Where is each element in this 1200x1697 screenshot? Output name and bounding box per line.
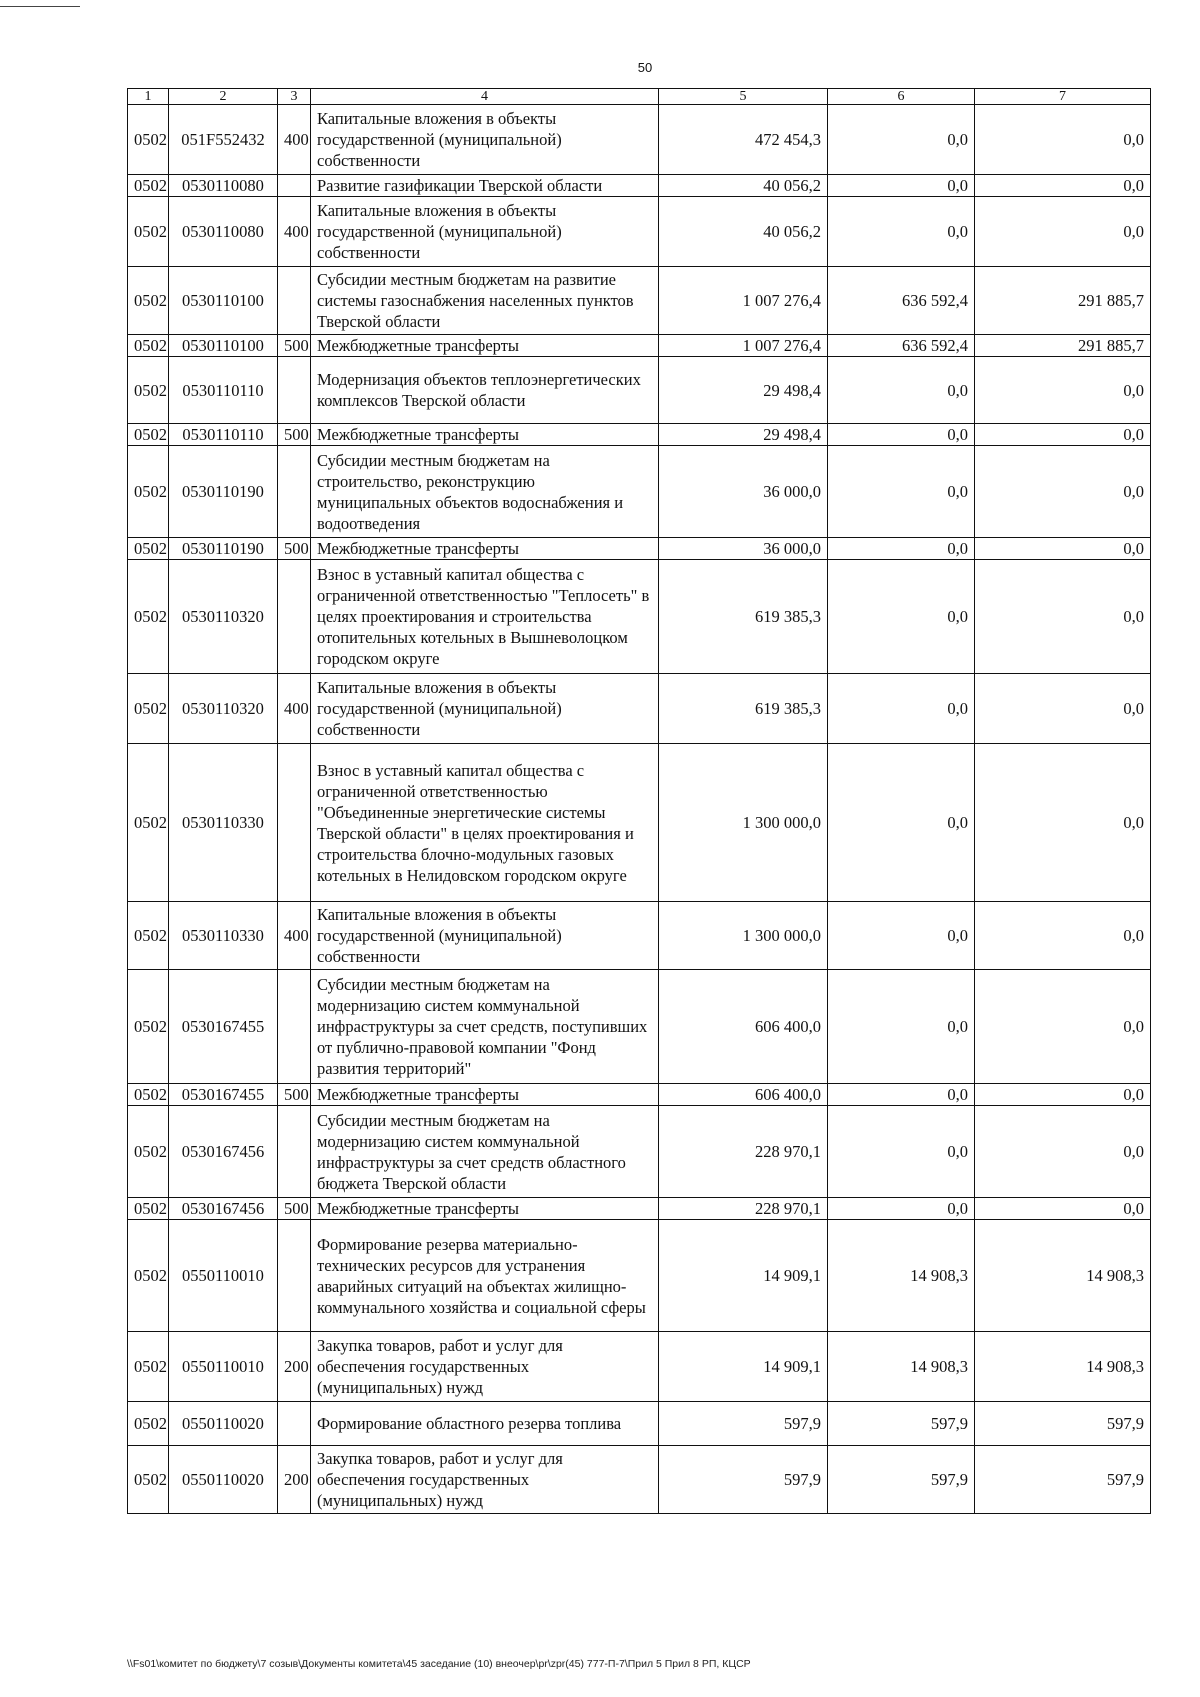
budget-table xyxy=(127,88,1151,1514)
section-code: 0502 xyxy=(128,446,169,538)
item-name: Субсидии местным бюджетам на модернизацию систем коммунальной инфраструктуры за счет средств, поступивших от публично-правовой компании "Фонд развития территорий" xyxy=(311,970,659,1084)
item-name: Закупка товаров, работ и услуг для обеспечения государственных (муниципальных) нужд xyxy=(311,1332,659,1402)
table-row xyxy=(128,1446,1151,1514)
amount-col6: 14 908,3 xyxy=(828,1332,975,1402)
amount-col7: 14 908,3 xyxy=(975,1220,1151,1332)
section-code: 0502 xyxy=(128,357,169,424)
amount-col5: 36 000,0 xyxy=(659,538,828,560)
table-row xyxy=(128,1198,1151,1220)
target-code: 0530167456 xyxy=(169,1106,278,1198)
section-code: 0502 xyxy=(128,335,169,357)
expense-type xyxy=(278,1106,311,1198)
item-name: Формирование резерва материально-технических ресурсов для устранения аварийных ситуаций на объектах жилищно-коммунального хозяйства и социальной сферы xyxy=(311,1220,659,1332)
amount-col7: 0,0 xyxy=(975,1106,1151,1198)
item-name: Взнос в уставный капитал общества с ограниченной ответственностью "Теплосеть" в целях проектирования и строительства отопительных котельных в Вышневолоцком городском округе xyxy=(311,560,659,674)
table-row xyxy=(128,1402,1151,1446)
amount-col5: 29 498,4 xyxy=(659,424,828,446)
amount-col7: 0,0 xyxy=(975,1084,1151,1106)
amount-col5: 36 000,0 xyxy=(659,446,828,538)
expense-type: 400 xyxy=(278,105,311,175)
amount-col5: 29 498,4 xyxy=(659,357,828,424)
expense-type xyxy=(278,446,311,538)
amount-col5: 597,9 xyxy=(659,1446,828,1514)
amount-col5: 228 970,1 xyxy=(659,1106,828,1198)
target-code: 0530110320 xyxy=(169,560,278,674)
expense-type: 500 xyxy=(278,1084,311,1106)
amount-col6: 14 908,3 xyxy=(828,1220,975,1332)
section-code: 0502 xyxy=(128,1106,169,1198)
item-name: Капитальные вложения в объекты государственной (муниципальной) собственности xyxy=(311,902,659,970)
section-code: 0502 xyxy=(128,1198,169,1220)
item-name: Межбюджетные трансферты xyxy=(311,335,659,357)
target-code: 0530110080 xyxy=(169,175,278,197)
target-code: 0530110190 xyxy=(169,446,278,538)
amount-col7: 0,0 xyxy=(975,538,1151,560)
section-code: 0502 xyxy=(128,1220,169,1332)
amount-col6: 0,0 xyxy=(828,538,975,560)
expense-type xyxy=(278,560,311,674)
amount-col5: 1 007 276,4 xyxy=(659,335,828,357)
item-name: Межбюджетные трансферты xyxy=(311,424,659,446)
amount-col6: 0,0 xyxy=(828,1084,975,1106)
amount-col5: 228 970,1 xyxy=(659,1198,828,1220)
target-code: 0530167455 xyxy=(169,970,278,1084)
item-name: Формирование областного резерва топлива xyxy=(311,1402,659,1446)
amount-col7: 597,9 xyxy=(975,1402,1151,1446)
section-code: 0502 xyxy=(128,674,169,744)
target-code: 0550110020 xyxy=(169,1446,278,1514)
section-code: 0502 xyxy=(128,1446,169,1514)
target-code: 0530110100 xyxy=(169,267,278,335)
section-code: 0502 xyxy=(128,744,169,902)
section-code: 0502 xyxy=(128,538,169,560)
amount-col6: 0,0 xyxy=(828,970,975,1084)
col-header: 4 xyxy=(311,89,659,105)
amount-col7: 0,0 xyxy=(975,970,1151,1084)
item-name: Капитальные вложения в объекты государственной (муниципальной) собственности xyxy=(311,197,659,267)
section-code: 0502 xyxy=(128,424,169,446)
table-row xyxy=(128,1220,1151,1332)
expense-type xyxy=(278,970,311,1084)
target-code: 0530167456 xyxy=(169,1198,278,1220)
target-code: 0550110020 xyxy=(169,1402,278,1446)
expense-type: 400 xyxy=(278,674,311,744)
page-number: 50 xyxy=(637,60,653,75)
amount-col6: 0,0 xyxy=(828,175,975,197)
amount-col6: 0,0 xyxy=(828,105,975,175)
expense-type: 200 xyxy=(278,1332,311,1402)
amount-col7: 0,0 xyxy=(975,446,1151,538)
amount-col6: 0,0 xyxy=(828,446,975,538)
section-code: 0502 xyxy=(128,105,169,175)
table-row xyxy=(128,446,1151,538)
col-header: 7 xyxy=(975,89,1151,105)
amount-col6: 0,0 xyxy=(828,424,975,446)
col-header: 1 xyxy=(128,89,169,105)
amount-col5: 1 007 276,4 xyxy=(659,267,828,335)
amount-col6: 597,9 xyxy=(828,1402,975,1446)
table-row xyxy=(128,357,1151,424)
section-code: 0502 xyxy=(128,1332,169,1402)
section-code: 0502 xyxy=(128,267,169,335)
item-name: Межбюджетные трансферты xyxy=(311,1084,659,1106)
amount-col5: 606 400,0 xyxy=(659,970,828,1084)
col-header: 3 xyxy=(278,89,311,105)
item-name: Развитие газификации Тверской области xyxy=(311,175,659,197)
top-rule xyxy=(0,6,80,7)
amount-col7: 597,9 xyxy=(975,1446,1151,1514)
table-row xyxy=(128,175,1151,197)
table-row xyxy=(128,1106,1151,1198)
target-code: 051F552432 xyxy=(169,105,278,175)
amount-col7: 0,0 xyxy=(975,902,1151,970)
amount-col5: 1 300 000,0 xyxy=(659,902,828,970)
section-code: 0502 xyxy=(128,560,169,674)
expense-type: 400 xyxy=(278,197,311,267)
amount-col6: 0,0 xyxy=(828,1198,975,1220)
table-row xyxy=(128,744,1151,902)
table-row xyxy=(128,902,1151,970)
table-row xyxy=(128,424,1151,446)
amount-col7: 0,0 xyxy=(975,197,1151,267)
amount-col7: 291 885,7 xyxy=(975,267,1151,335)
amount-col7: 0,0 xyxy=(975,560,1151,674)
target-code: 0530110320 xyxy=(169,674,278,744)
col-header: 6 xyxy=(828,89,975,105)
target-code: 0530110100 xyxy=(169,335,278,357)
amount-col6: 636 592,4 xyxy=(828,335,975,357)
expense-type: 200 xyxy=(278,1446,311,1514)
expense-type xyxy=(278,1402,311,1446)
amount-col7: 0,0 xyxy=(975,357,1151,424)
amount-col5: 619 385,3 xyxy=(659,674,828,744)
amount-col6: 597,9 xyxy=(828,1446,975,1514)
amount-col6: 0,0 xyxy=(828,357,975,424)
amount-col6: 0,0 xyxy=(828,1106,975,1198)
target-code: 0530110080 xyxy=(169,197,278,267)
amount-col6: 0,0 xyxy=(828,674,975,744)
section-code: 0502 xyxy=(128,902,169,970)
expense-type: 400 xyxy=(278,902,311,970)
target-code: 0550110010 xyxy=(169,1332,278,1402)
amount-col7: 14 908,3 xyxy=(975,1332,1151,1402)
amount-col5: 606 400,0 xyxy=(659,1084,828,1106)
target-code: 0550110010 xyxy=(169,1220,278,1332)
amount-col7: 0,0 xyxy=(975,424,1151,446)
expense-type: 500 xyxy=(278,538,311,560)
section-code: 0502 xyxy=(128,1402,169,1446)
expense-type: 500 xyxy=(278,335,311,357)
target-code: 0530167455 xyxy=(169,1084,278,1106)
item-name: Капитальные вложения в объекты государственной (муниципальной) собственности xyxy=(311,105,659,175)
amount-col6: 0,0 xyxy=(828,902,975,970)
amount-col7: 0,0 xyxy=(975,175,1151,197)
expense-type xyxy=(278,175,311,197)
col-header: 2 xyxy=(169,89,278,105)
amount-col7: 0,0 xyxy=(975,674,1151,744)
section-code: 0502 xyxy=(128,175,169,197)
amount-col5: 14 909,1 xyxy=(659,1332,828,1402)
table-row xyxy=(128,335,1151,357)
table-row xyxy=(128,267,1151,335)
amount-col5: 1 300 000,0 xyxy=(659,744,828,902)
header-row xyxy=(128,89,1151,105)
item-name: Межбюджетные трансферты xyxy=(311,538,659,560)
item-name: Субсидии местным бюджетам на модернизацию систем коммунальной инфраструктуры за счет средств областного бюджета Тверской области xyxy=(311,1106,659,1198)
amount-col5: 40 056,2 xyxy=(659,175,828,197)
target-code: 0530110190 xyxy=(169,538,278,560)
table-row xyxy=(128,538,1151,560)
target-code: 0530110110 xyxy=(169,424,278,446)
target-code: 0530110330 xyxy=(169,902,278,970)
amount-col5: 619 385,3 xyxy=(659,560,828,674)
expense-type xyxy=(278,1220,311,1332)
table-row xyxy=(128,970,1151,1084)
item-name: Закупка товаров, работ и услуг для обеспечения государственных (муниципальных) нужд xyxy=(311,1446,659,1514)
amount-col7: 0,0 xyxy=(975,1198,1151,1220)
amount-col7: 0,0 xyxy=(975,744,1151,902)
amount-col5: 14 909,1 xyxy=(659,1220,828,1332)
amount-col7: 0,0 xyxy=(975,105,1151,175)
section-code: 0502 xyxy=(128,1084,169,1106)
table-row xyxy=(128,560,1151,674)
item-name: Субсидии местным бюджетам на развитие системы газоснабжения населенных пунктов Тверской области xyxy=(311,267,659,335)
expense-type: 500 xyxy=(278,1198,311,1220)
section-code: 0502 xyxy=(128,970,169,1084)
amount-col6: 0,0 xyxy=(828,744,975,902)
section-code: 0502 xyxy=(128,197,169,267)
item-name: Субсидии местным бюджетам на строительство, реконструкцию муниципальных объектов водоснабжения и водоотведения xyxy=(311,446,659,538)
item-name: Взнос в уставный капитал общества с ограниченной ответственностью "Объединенные энергетические системы Тверской области" в целях проектирования и строительства блочно-модульных газовых котельных в Нелидовском городском округе xyxy=(311,744,659,902)
table-row xyxy=(128,105,1151,175)
amount-col6: 0,0 xyxy=(828,197,975,267)
amount-col5: 40 056,2 xyxy=(659,197,828,267)
table-row xyxy=(128,674,1151,744)
item-name: Капитальные вложения в объекты государственной (муниципальной) собственности xyxy=(311,674,659,744)
expense-type xyxy=(278,267,311,335)
table-row xyxy=(128,1332,1151,1402)
target-code: 0530110110 xyxy=(169,357,278,424)
amount-col7: 291 885,7 xyxy=(975,335,1151,357)
table-row xyxy=(128,1084,1151,1106)
amount-col6: 0,0 xyxy=(828,560,975,674)
amount-col6: 636 592,4 xyxy=(828,267,975,335)
amount-col5: 597,9 xyxy=(659,1402,828,1446)
expense-type xyxy=(278,744,311,902)
amount-col5: 472 454,3 xyxy=(659,105,828,175)
item-name: Модернизация объектов теплоэнергетических комплексов Тверской области xyxy=(311,357,659,424)
col-header: 5 xyxy=(659,89,828,105)
footer-file-path: \\Fs01\комитет по бюджету\7 созыв\Документы комитета\45 заседание (10) внеочер\pr\zpr(45) 777-П-7\Прил 5 Прил 8 РП, КЦСР xyxy=(127,1658,751,1670)
item-name: Межбюджетные трансферты xyxy=(311,1198,659,1220)
expense-type xyxy=(278,357,311,424)
expense-type: 500 xyxy=(278,424,311,446)
target-code: 0530110330 xyxy=(169,744,278,902)
table-row xyxy=(128,197,1151,267)
